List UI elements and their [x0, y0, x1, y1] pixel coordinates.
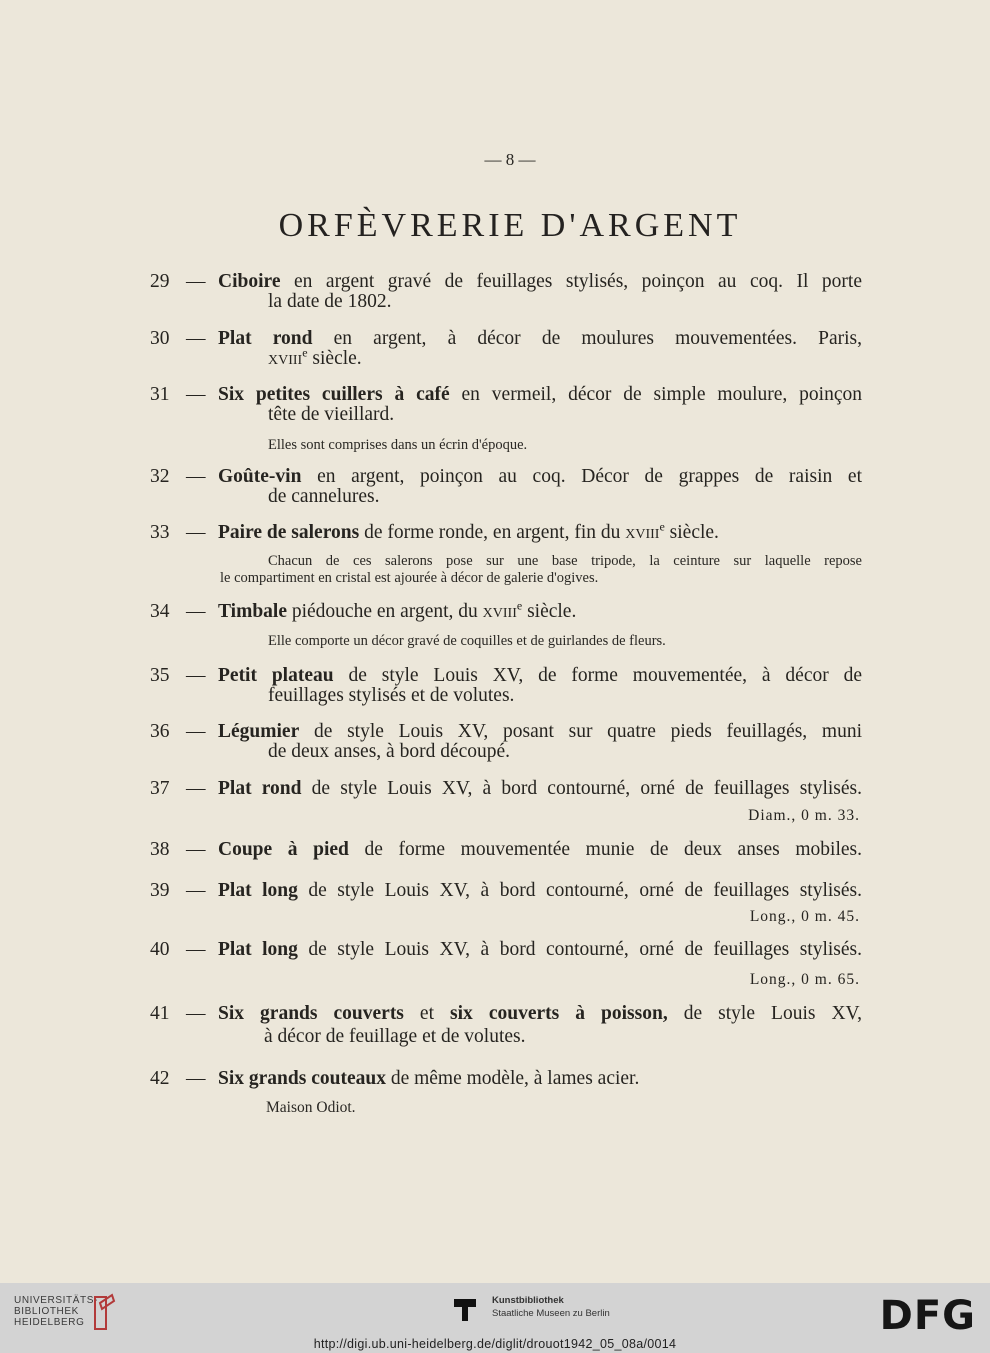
- item-name: Plat long: [218, 940, 298, 960]
- catalogue-entry-34: 34 — Timbale piédouche en argent, du xviii$^e$ siècle. Elle comporte un décor gravé de coquilles et de guirlandes de fleurs.: [150, 602, 862, 650]
- item-name: Plat rond: [218, 329, 313, 349]
- item-name: Ciboire: [218, 272, 281, 292]
- catalogue-entry-35: 35 — Petit plateau de style Louis XV, de forme mouvementée, à décor de feuillages stylisés et de volutes.: [150, 666, 862, 706]
- entry-number: 30: [150, 329, 170, 349]
- entry-number: 38: [150, 840, 170, 860]
- catalogue-entry-31: 31 — Six petites cuillers à café en vermeil, décor de simple moulure, poinçon tête de vieillard. Elles sont comprises dans un écrin d'époque.: [150, 385, 862, 453]
- catalogue-entry-38: 38 — Coupe à pied de forme mouvementée munie de deux anses mobiles.: [150, 840, 862, 860]
- page-number: — 8 —: [484, 150, 536, 169]
- dfg-logo[interactable]: DFG: [879, 1293, 976, 1339]
- catalogue-entry-41: 41 — Six grands couverts et six couverts à poisson, de style Louis XV, à décor de feuillage et de volutes.: [150, 1004, 862, 1047]
- catalogue-entry-29: 29 — Ciboire en argent gravé de feuillages stylisés, poinçon au coq. Il porte la date de 1802.: [150, 272, 862, 312]
- digitization-footer: [0, 1283, 990, 1353]
- heidelberg-crest-icon: [92, 1293, 116, 1333]
- permalink-url[interactable]: http://digi.ub.uni-heidelberg.de/diglit/drouot1942_05_08a/0014: [313, 1337, 677, 1351]
- catalogue-entry-36: 36 — Légumier de style Louis XV, posant sur quatre pieds feuillagés, muni de deux anses, à bord découpé.: [150, 722, 862, 762]
- dimension-note: Diam., 0 m. 33.: [748, 807, 860, 824]
- entry-note: Elle comporte un décor gravé de coquilles et de guirlandes de fleurs.: [268, 633, 666, 649]
- item-name: Timbale: [218, 601, 287, 622]
- item-name: Plat rond: [218, 779, 302, 799]
- item-name: Coupe à pied: [218, 840, 349, 860]
- catalogue-entry-30: 30 — Plat rond en argent, à décor de moulures mouvementées. Paris, xviii$^e$ siècle.: [150, 329, 862, 369]
- dimension-note: Long., 0 m. 45.: [749, 908, 860, 925]
- catalogue-entry-42: 42 — Six grands couteaux de même modèle, à lames acier. Maison Odiot.: [150, 1069, 862, 1116]
- entry-note: Elles sont comprises dans un écrin d'époque.: [268, 437, 528, 453]
- item-name: Petit plateau: [218, 666, 334, 686]
- item-name: Plat long: [218, 881, 298, 901]
- entry-number: 36: [150, 722, 170, 742]
- kunstbibliothek-logo-icon[interactable]: [452, 1295, 482, 1325]
- entry-note: Maison Odiot.: [266, 1099, 356, 1116]
- entry-number: 33: [150, 522, 170, 543]
- catalogue-entry-40: 40 — Plat long de style Louis XV, à bord contourné, orné de feuillages stylisés. Long., 0 m. 65.: [150, 940, 862, 988]
- entry-number: 34: [150, 601, 170, 622]
- entry-number: 32: [150, 467, 170, 487]
- entry-number: 42: [150, 1068, 170, 1089]
- entry-number: 37: [150, 779, 170, 799]
- entry-number: 40: [150, 940, 170, 960]
- entry-number: 31: [150, 385, 170, 405]
- kunstbibliothek-label: Kunstbibliothek Staatliche Museen zu Berlin: [492, 1295, 610, 1319]
- section-title: ORFÈVRERIE D'ARGENT: [278, 207, 742, 244]
- item-name: Six grands couteaux: [218, 1068, 386, 1089]
- entry-number: 39: [150, 881, 170, 901]
- catalogue-entry-32: 32 — Goûte-vin en argent, poinçon au coq. Décor de grappes de raisin et de cannelures.: [150, 467, 862, 507]
- item-name: Six petites cuillers à café: [218, 385, 450, 405]
- entry-number: 35: [150, 666, 170, 686]
- item-name: Paire de salerons: [218, 522, 360, 543]
- catalogue-entry-39: 39 — Plat long de style Louis XV, à bord contourné, orné de feuillages stylisés. Long., 0 m. 45.: [150, 881, 862, 925]
- entry-note: Chacun de ces salerons pose sur une base tripode, la ceinture sur laquelle repose: [268, 553, 862, 569]
- entry-note: le compartiment en cristal est ajourée à décor de galerie d'ogives.: [220, 570, 599, 586]
- heidelberg-library-logo[interactable]: UNIVERSITÄTS- BIBLIOTHEK HEIDELBERG: [14, 1295, 98, 1328]
- entry-number: 41: [150, 1004, 170, 1024]
- item-name: Six grands couverts: [218, 1004, 404, 1024]
- item-name-secondary: six couverts à poisson,: [450, 1004, 668, 1024]
- entry-number: 29: [150, 272, 170, 292]
- item-name: Légumier: [218, 722, 300, 742]
- item-name: Goûte-vin: [218, 467, 302, 487]
- dimension-note: Long., 0 m. 65.: [749, 971, 860, 988]
- catalogue-entry-37: 37 — Plat rond de style Louis XV, à bord contourné, orné de feuillages stylisés. Diam., 0 m. 33.: [150, 779, 862, 824]
- catalogue-entry-33: 33 — Paire de salerons de forme ronde, en argent, fin du xviii$^e$ siècle. Chacun de ces salerons pose sur une base tripode, la ceinture sur laquelle repose le compartiment en cristal est ajourée à décor de galerie d'ogives.: [150, 519, 862, 586]
